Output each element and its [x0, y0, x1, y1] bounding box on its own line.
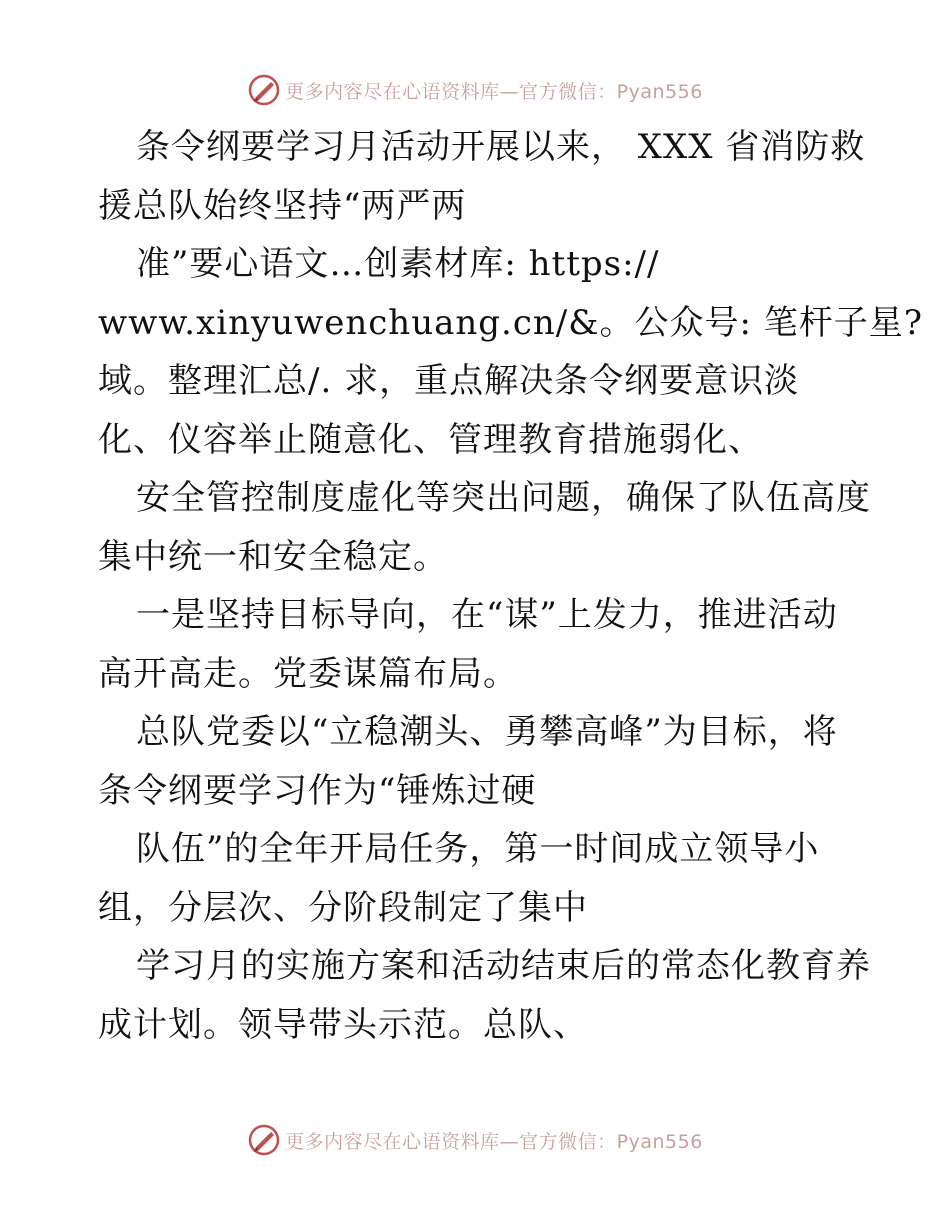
text-line: 条令纲要学习月活动开展以来， XXX 省消防救 [136, 127, 866, 167]
pen-logo-icon [247, 1123, 281, 1157]
text-line: www.xinyuwenchuang.cn/&。公众号: 笔杆子星? [98, 302, 923, 343]
watermark-text: 更多内容尽在心语资料库—官方微信：Pyan556 [285, 80, 703, 103]
text-line: 集中统一和安全稳定。 [98, 536, 448, 577]
text-line: 总队党委以“立稳潮头、勇攀高峰”为目标，将 [136, 712, 838, 752]
text-line: 高开高走。党委谋篇布局。 [98, 653, 518, 694]
text-line: 条令纲要学习作为“锤炼过硬 [98, 770, 537, 811]
text-line: 域。整理汇总/. 求，重点解决条令纲要意识淡 [98, 361, 800, 401]
text-line: 学习月的实施方案和活动结束后的常态化教育养 [136, 946, 871, 986]
text-line: 一是坚持目标导向，在“谋”上发力，推进活动 [136, 595, 838, 635]
text-line: 队伍”的全年开局任务，第一时间成立领导小 [136, 829, 820, 869]
watermark-text: 更多内容尽在心语资料库—官方微信：Pyan556 [285, 1130, 703, 1153]
text-line: 准”要心语文…创素材库: https:// [136, 244, 660, 284]
text-line: 组，分层次、分阶段制定了集中 [98, 887, 588, 928]
document-body [98, 118, 923, 1054]
text-line: 化、仪容举止随意化、管理教育措施弱化、 [98, 419, 763, 460]
text-line: 安全管控制度虚化等突出问题，确保了队伍高度 [136, 478, 871, 518]
header-watermark [0, 70, 950, 110]
footer-watermark [0, 1120, 950, 1160]
text-line: 成计划。领导带头示范。总队、 [98, 1004, 588, 1045]
pen-logo-icon [247, 73, 281, 107]
text-line: 援总队始终坚持“两严两 [98, 185, 467, 226]
